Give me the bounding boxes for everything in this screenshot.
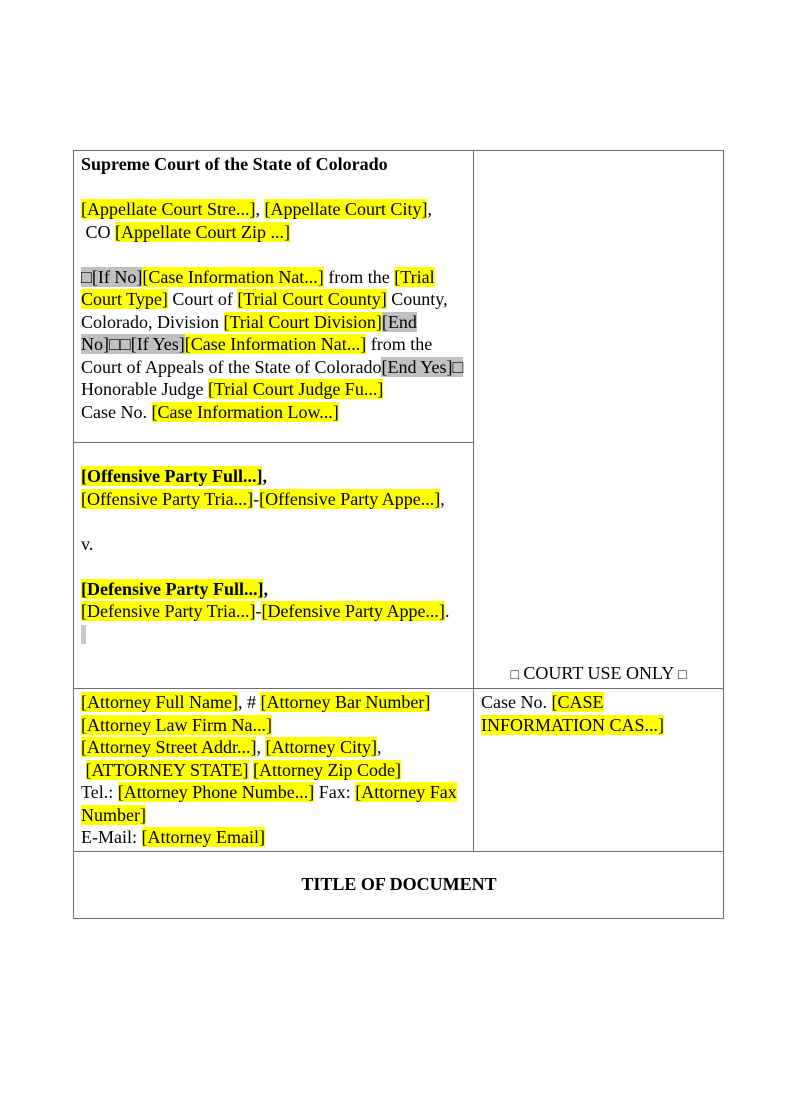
- court-name: Supreme Court of the State of Colorado: [81, 154, 388, 174]
- attorney-state-field[interactable]: [ATTORNEY STATE]: [85, 759, 249, 780]
- attorney-street-field[interactable]: [Attorney Street Addr...]: [81, 737, 257, 757]
- case-number-cell: [474, 689, 724, 852]
- box-icon-left: □: [510, 667, 519, 683]
- attorney-email-field[interactable]: [Attorney Email]: [141, 827, 265, 847]
- trial-court-paragraph: [81, 266, 467, 379]
- defensive-party-trial-field[interactable]: [Defensive Party Tria...]: [81, 601, 256, 621]
- judge-label: Honorable Judge: [81, 379, 204, 399]
- tel-label: Tel.:: [81, 782, 114, 802]
- court-zip-field[interactable]: [Appellate Court Zip ...]: [115, 221, 290, 242]
- attorney-cell: [Attorney Full Name], # [Attorney Bar Number] [Attorney Law Firm Na...] [Attorney Street Addr...], [Attorney City], [ATTORNEY STATE] [Attorney Zip Code] Tel.: [Attorney Phone Numbe...] Fax: [Attorney Fax Number] E-Mail: [Attorney Email]: [74, 689, 474, 852]
- attorney-law-firm-field[interactable]: [Attorney Law Firm Na...]: [81, 714, 272, 735]
- court-city-field[interactable]: [Appellate Court City]: [264, 199, 428, 219]
- attorney-full-name-field[interactable]: [Attorney Full Name]: [81, 692, 238, 712]
- court-state: CO: [85, 221, 111, 242]
- case-no-label: Case No.: [81, 401, 147, 422]
- caption-table: [73, 150, 724, 919]
- court-address: [Appellate Court Stre...], [Appellate Court City], CO [Appellate Court Zip ...]: [81, 199, 432, 242]
- versus-text: v.: [81, 533, 94, 554]
- court-use-only-label: [474, 662, 723, 688]
- if-yes-marker: [If Yes]: [130, 334, 185, 354]
- court-info-cell: [74, 151, 474, 443]
- case-info-nat-field[interactable]: [Case Information Nat...]: [142, 266, 324, 287]
- document-title-cell: [74, 851, 724, 918]
- trial-judge-field[interactable]: [Trial Court Judge Fu...]: [207, 379, 384, 399]
- if-no-marker: [If No]: [91, 266, 143, 287]
- offensive-party-full-field[interactable]: [Offensive Party Full...]: [81, 466, 263, 486]
- attorney-city-field[interactable]: [Attorney City]: [265, 737, 377, 757]
- attorney-fax-field[interactable]: [Attorney Fax Number]: [81, 782, 457, 825]
- document-title: TITLE OF DOCUMENT: [301, 874, 497, 895]
- double-box-glyph: □□: [109, 334, 131, 354]
- defensive-party-full-field[interactable]: [Defensive Party Full...]: [81, 578, 264, 599]
- county-colorado-division-text: County, Colorado, Division: [81, 289, 448, 332]
- end-yes-marker: [End Yes]: [381, 356, 453, 377]
- court-use-cell: [474, 151, 724, 689]
- box-glyph-end: □: [452, 356, 464, 377]
- fax-label: Fax:: [318, 782, 351, 802]
- court-of-text: Court of: [172, 289, 233, 309]
- text-cursor-mark: [81, 625, 86, 644]
- court-street-field[interactable]: [Appellate Court Stre...]: [81, 199, 256, 219]
- court-use-text: COURT USE ONLY: [523, 662, 674, 683]
- attorney-bar-number-field[interactable]: [Attorney Bar Number]: [260, 692, 431, 712]
- offensive-party-trial-field[interactable]: [Offensive Party Tria...]: [81, 488, 254, 509]
- trial-court-county-field[interactable]: [Trial Court County]: [237, 289, 387, 309]
- case-info-nat-field-2[interactable]: [Case Information Nat...]: [184, 334, 367, 354]
- trial-court-type-field[interactable]: [Trial Court Type]: [81, 266, 435, 309]
- end-no-marker: [End No]: [81, 311, 417, 354]
- from-court-of-appeals-text: from the Court of Appeals of the State of Colorado: [81, 334, 433, 377]
- attorney-zip-field[interactable]: [Attorney Zip Code]: [253, 759, 402, 780]
- box-glyph: □: [81, 266, 92, 287]
- lower-case-line: [81, 401, 467, 424]
- email-label: E-Mail:: [81, 827, 137, 847]
- offensive-party-appe-field[interactable]: [Offensive Party Appe...]: [259, 488, 441, 509]
- lower-case-number-field[interactable]: [Case Information Low...]: [151, 401, 339, 422]
- attorney-phone-field[interactable]: [Attorney Phone Numbe...]: [117, 782, 315, 802]
- case-number-field[interactable]: [CASE INFORMATION CAS...]: [481, 692, 665, 735]
- parties-cell: [Offensive Party Full...], [Offensive Party Tria...]-[Offensive Party Appe...], v. [Defensive Party Full...], [Defensive Party Tria...]-[Defensive Party Appe...].: [74, 443, 474, 689]
- judge-line: [81, 378, 467, 401]
- defensive-party-appe-field[interactable]: [Defensive Party Appe...]: [261, 601, 445, 621]
- hash-sign: #: [246, 692, 256, 712]
- box-icon-right: □: [678, 667, 687, 683]
- trial-court-division-field[interactable]: [Trial Court Division]: [223, 311, 382, 332]
- case-number-label: Case No.: [481, 692, 547, 712]
- from-the-text: from the: [328, 266, 390, 287]
